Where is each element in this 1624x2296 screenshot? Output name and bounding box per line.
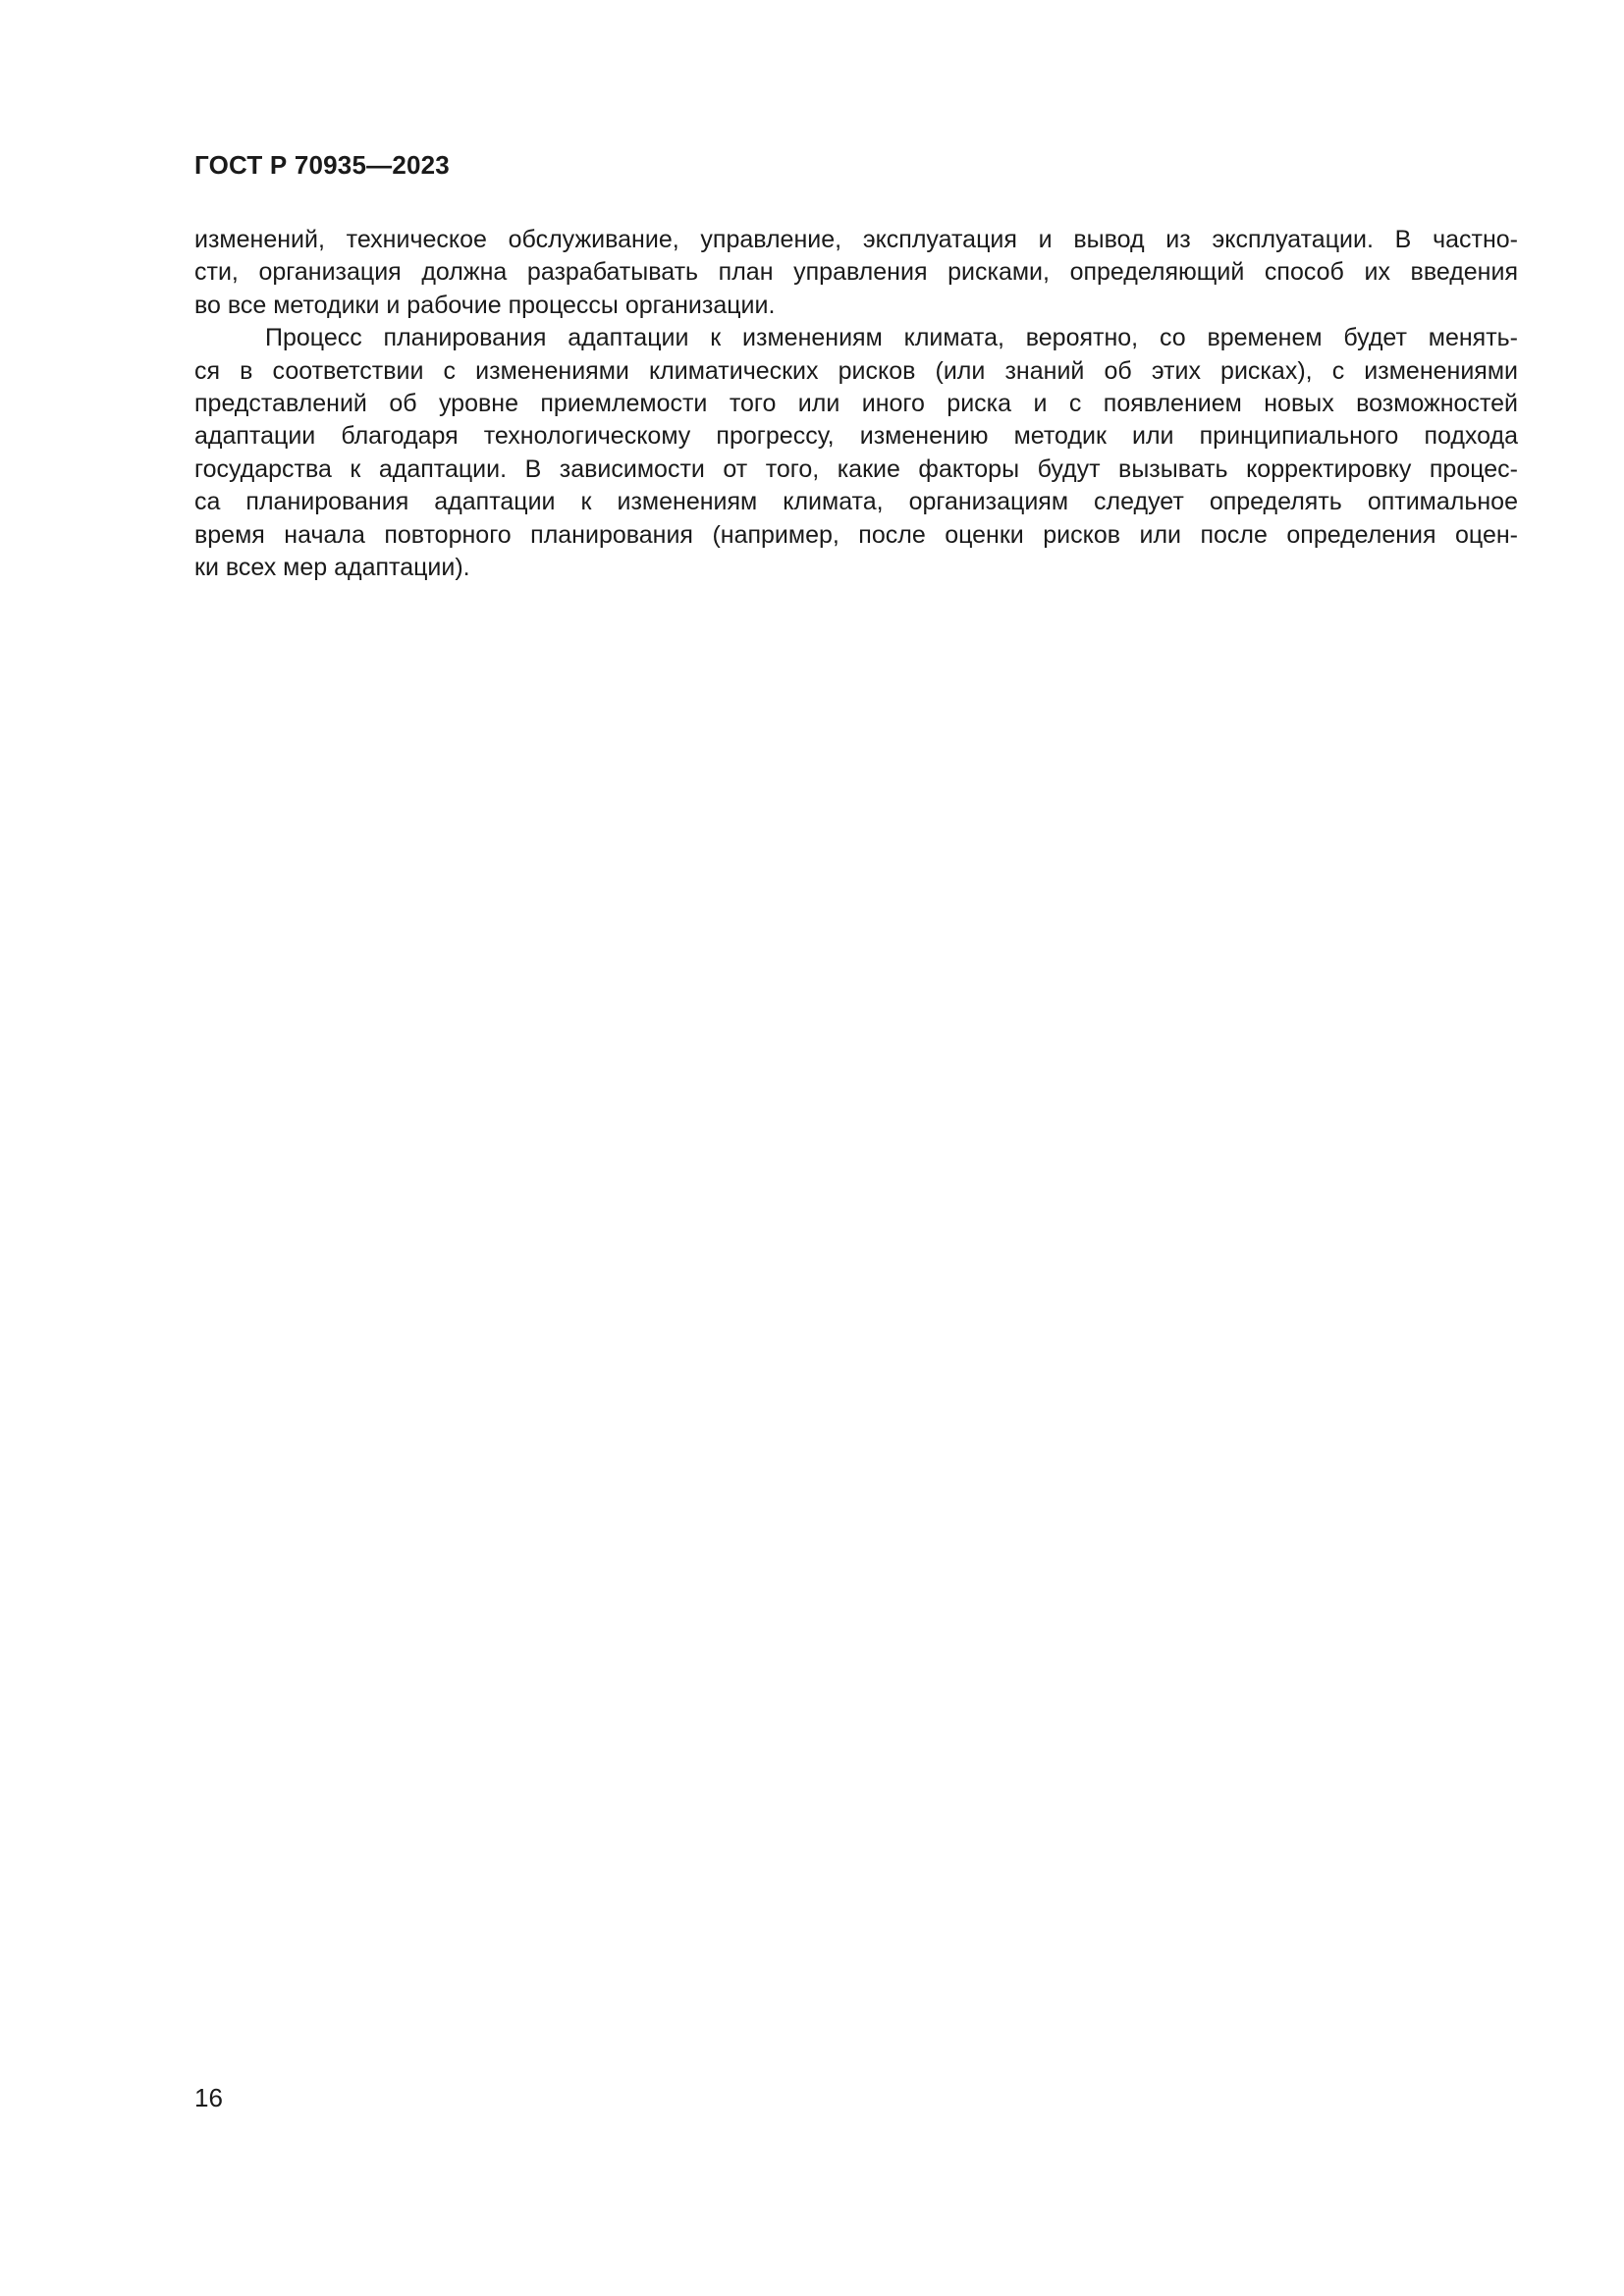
text-line: время начала повторного планирования (например, после оценки рисков или после определения оцен-	[194, 520, 1518, 549]
text-line: ся в соответствии с изменениями климатических рисков (или знаний об этих рисках), с изменениями	[194, 356, 1518, 385]
text-line: сти, организация должна разрабатывать план управления рисками, определяющий способ их введения	[194, 258, 1518, 287]
text-line: изменений, техническое обслуживание, управление, эксплуатация и вывод из эксплуатации. В частно-	[194, 226, 1518, 253]
text-line: адаптации благодаря технологическому прогрессу, изменению методик или принципиального подхода	[194, 422, 1518, 451]
paragraph-1	[194, 224, 1518, 322]
text-line: государства к адаптации. В зависимости от того, какие факторы будут вызывать корректировку процес-	[194, 454, 1518, 483]
text-line: ки всех мер адаптации).	[194, 554, 470, 582]
page-number: 16	[194, 2083, 223, 2112]
paragraph-2	[194, 322, 1518, 584]
standard-designation-header: ГОСТ Р 70935—2023	[194, 150, 450, 180]
text-line: са планирования адаптации к изменениям климата, организациям следует определять оптимальное	[194, 488, 1518, 516]
text-line: во все методики и рабочие процессы организации.	[194, 291, 776, 319]
text-line: представлений об уровне приемлемости того или иного риска и с появлением новых возможностей	[194, 390, 1518, 418]
body-text	[194, 224, 1518, 584]
text-line: Процесс планирования адаптации к изменениям климата, вероятно, со временем будет менять-	[265, 324, 1518, 352]
